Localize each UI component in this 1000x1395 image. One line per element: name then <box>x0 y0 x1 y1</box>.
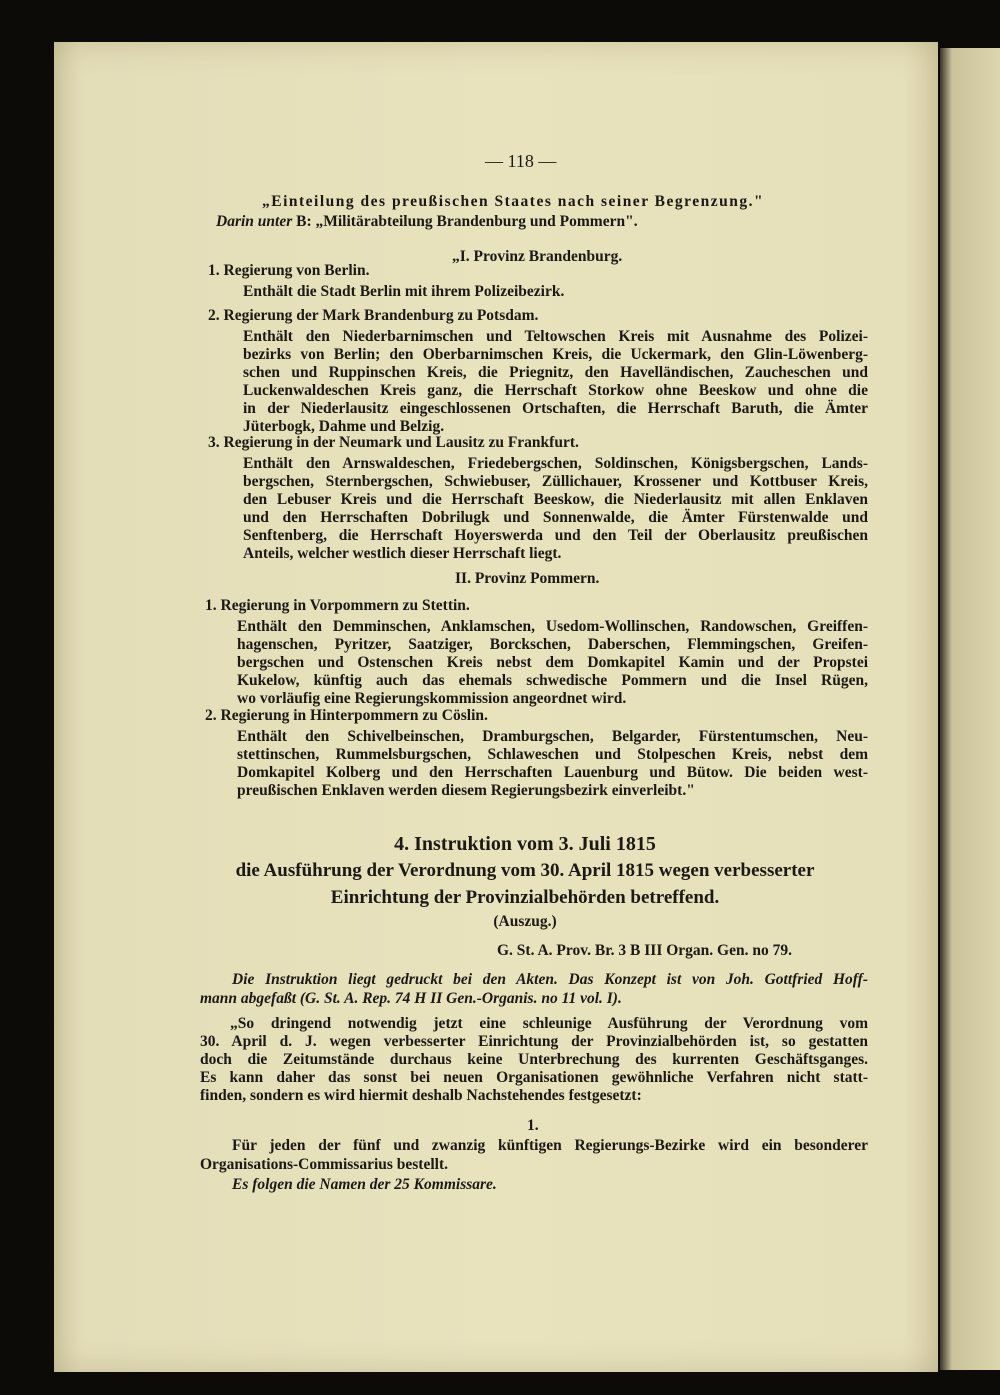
text-line: bergschen, Sternbergschen, Schwiebuser, Züllichauer, Krossener und Kottbuser Kreis, <box>243 473 868 490</box>
p2-item2: 2. Regierung in Hinterpommern zu Cöslin. <box>205 707 488 724</box>
text-line: 30. April d. J. wegen verbesserter Einrichtung der Provinzialbehörden ist, so gestatten <box>200 1033 868 1050</box>
text-line: Luckenwaldeschen Kreis ganz, die Herrschaft Storkow ohne Beeskow und ohne die <box>243 382 868 399</box>
text-line: Enthält den Schivelbeinschen, Dramburgschen, Belgarder, Fürstentumschen, Neu- <box>237 728 868 745</box>
text-line: Senftenberg, die Herrschaft Hoyerswerda und den Teil der Oberlausitz preußischen <box>243 527 868 544</box>
text-line: Anteils, welcher westlich dieser Herrschaft liegt. <box>243 545 562 562</box>
text-line: Kukelow, künftig auch das ehemals schwedische Pommern und die Insel Rügen, <box>237 672 868 689</box>
text-line: Domkapitel Kolberg und den Herrschaften Lauenburg und Bütow. Die beiden west- <box>237 764 868 781</box>
text-line: den Lebuser Kreis und die Herrschaft Beeskow, die Niederlausitz mit allen Enklaven <box>243 491 868 508</box>
p1-item2: 2. Regierung der Mark Brandenburg zu Potsdam. <box>208 307 539 324</box>
para-line-2: Organisations-Commissarius bestellt. <box>200 1156 448 1173</box>
p2-item1: 1. Regierung in Vorpommern zu Stettin. <box>205 597 470 614</box>
text-line: preußischen Enklaven werden diesem Regierungsbezirk einverleibt." <box>237 782 695 799</box>
archive-reference: G. St. A. Prov. Br. 3 B III Organ. Gen. no 79. <box>497 942 792 959</box>
text-line: doch die Zeitumstände durchaus keine Unterbrechung des kurrenten Geschäftsganges. <box>200 1051 868 1068</box>
section-title-1: 4. Instruktion vom 3. Juli 1815 <box>394 833 656 855</box>
p1-item2-block <box>243 328 868 436</box>
page-number: — 118 — <box>485 151 557 171</box>
text-line: hagenschen, Pyritzer, Saatziger, Borckschen, Daberschen, Flemmingschen, Greifen- <box>237 636 868 653</box>
text-line: und den Herrschaften Dobrilugk und Sonnenwalde, die Ämter Fürstenwalde und <box>243 509 868 526</box>
text-line: Es kann daher das sonst bei neuen Organisationen gewöhnliche Verfahren nicht statt- <box>200 1069 868 1086</box>
text-line: bezirks von Berlin; den Oberbarnimschen Kreis, die Uckermark, den Glin-Löwenberg- <box>243 346 868 363</box>
p2-item1-block <box>237 618 868 708</box>
p1-item3-block <box>243 455 868 563</box>
section-title-3: Einrichtung der Provinzialbehörden betreffend. <box>330 887 720 908</box>
note-line-1: Die Instruktion liegt gedruckt bei den Akten. Das Konzept ist von Joh. Gottfried Hoff- <box>232 971 868 988</box>
text-line: wo vorläufig eine Regierungskommission angeordnet wird. <box>237 690 627 707</box>
text-line: Enthält den Niederbarnimschen und Teltowschen Kreis mit Ausnahme des Polizei- <box>243 328 868 345</box>
text-line: „So dringend notwendig jetzt eine schleunige Ausführung der Verordnung vom <box>230 1015 868 1032</box>
para-line-1: Für jeden der fünf und zwanzig künftigen Regierungs-Bezirke wird ein besonderer <box>232 1137 868 1154</box>
final-note: Es folgen die Namen der 25 Kommissare. <box>232 1176 497 1193</box>
province2-title: II. Provinz Pommern. <box>455 570 600 587</box>
text-line: Jüterbogk, Dahme und Belzig. <box>243 418 445 435</box>
province1-title: „I. Provinz Brandenburg. <box>452 248 623 265</box>
section-title-2: die Ausführung der Verordnung vom 30. April 1815 wegen verbesserter <box>235 860 815 881</box>
text-line: finden, sondern es wird hiermit deshalb Nachstehendes festgesetzt: <box>200 1087 642 1104</box>
note-line-2: mann abgefaßt (G. St. A. Rep. 74 H II Gen.-Organis. no 11 vol. I). <box>200 990 622 1007</box>
p1-item3: 3. Regierung in der Neumark und Lausitz zu Frankfurt. <box>208 434 579 451</box>
darin-line <box>216 213 638 231</box>
text-line: stettinschen, Rummelsburgschen, Schlaweschen und Stolpeschen Kreis, nebst dem <box>237 746 868 763</box>
text-line: Enthält den Demminschen, Anklamschen, Usedom-Wollinschen, Randowschen, Greiffen- <box>237 618 868 635</box>
paragraph-number: 1. <box>527 1117 539 1134</box>
text-line: bergschen und Ostenschen Kreis nebst dem Domkapitel Kamin und der Propstei <box>237 654 868 671</box>
p1-item1: 1. Regierung von Berlin. <box>208 262 370 279</box>
heading-quote: „Einteilung des preußischen Staates nach seiner Begrenzung." <box>262 193 765 210</box>
darin-prefix: Darin unter <box>216 213 293 230</box>
body-block <box>200 1015 868 1105</box>
text-line: Enthält den Arnswaldeschen, Friedebergschen, Soldinschen, Königsbergschen, Lands- <box>243 455 868 472</box>
auszug-label: (Auszug.) <box>493 913 557 930</box>
text-line: schen und Ruppinschen Kreis, die Priegnitz, den Havelländischen, Zaucheschen und <box>243 364 868 381</box>
text-line: in der Niederlausitz eingeschlossenen Ortschaften, die Herrschaft Baruth, die Ämter <box>243 400 868 417</box>
darin-rest: B: „Militärabteilung Brandenburg und Pommern". <box>296 213 638 230</box>
p1-item1-text: Enthält die Stadt Berlin mit ihrem Polizeibezirk. <box>243 283 565 300</box>
p2-item2-block <box>237 728 868 800</box>
facing-page-edge <box>940 48 1000 1370</box>
